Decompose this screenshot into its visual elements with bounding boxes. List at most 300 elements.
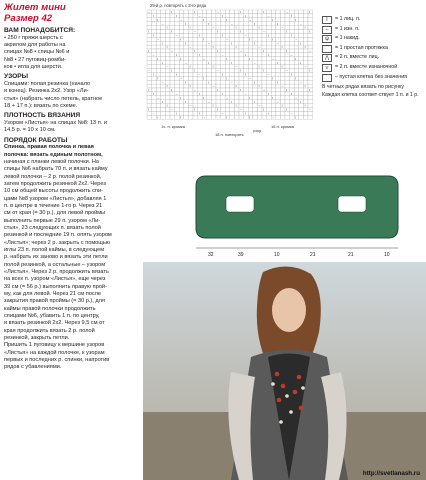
chart-cell — [188, 115, 193, 119]
chart-cell — [290, 104, 295, 108]
chart-cell — [188, 37, 193, 41]
chart-cell — [216, 61, 221, 65]
legend-text: = 1 лиц. п. — [335, 16, 361, 22]
chart-cell — [198, 45, 203, 49]
chart-cell — [221, 76, 226, 80]
chart-cell — [165, 10, 173, 15]
chart-symbol: – — [295, 37, 298, 42]
chart-cell — [193, 96, 198, 100]
chart-cell — [152, 95, 160, 100]
chart-cell — [221, 26, 226, 30]
chart-cell — [267, 56, 275, 61]
chart-cell — [202, 45, 207, 49]
chart-cell — [179, 30, 184, 34]
chart-symbol: – — [300, 21, 302, 26]
chart-symbol: I — [267, 33, 269, 38]
chart-symbol: I — [290, 33, 292, 38]
order-line: первых и последних р. спинки, напротив — [4, 357, 110, 364]
chart-cell — [211, 57, 216, 61]
right-armhole — [338, 196, 366, 212]
chart-cell — [267, 18, 272, 22]
chart-cell — [244, 76, 252, 81]
chart-cell — [303, 57, 308, 61]
chart-symbol: I — [258, 64, 260, 69]
chart-symbol: – — [258, 103, 261, 108]
chart-cell — [165, 96, 170, 100]
chart-cell — [207, 10, 212, 14]
chart-cell — [271, 104, 276, 108]
chart-cell — [280, 96, 285, 100]
chart-symbol: I — [300, 99, 301, 104]
chart-cell — [165, 111, 170, 115]
chart-cell — [303, 10, 311, 15]
chart-cell — [294, 30, 299, 34]
chart-cell — [308, 96, 313, 100]
chart-cell — [299, 33, 304, 37]
chart-symbol: – — [189, 45, 192, 50]
chart-cell — [280, 69, 285, 73]
chart-cell — [239, 22, 244, 26]
chart-cell — [276, 14, 281, 18]
chart-cell — [308, 80, 313, 84]
chart-symbol: I — [249, 95, 251, 100]
chart-symbol: I — [166, 84, 168, 89]
chart-cell — [271, 45, 276, 49]
chart-cell — [276, 88, 281, 92]
chart-cell — [161, 84, 166, 88]
chart-cell — [221, 115, 226, 119]
chart-cell — [271, 88, 276, 92]
chart-cell — [290, 95, 298, 100]
density-line: 14,5 р. = 10 х 10 см. — [4, 127, 56, 134]
chart-cell — [225, 45, 230, 49]
chart-cell — [188, 76, 193, 80]
chart-symbol: I — [171, 88, 173, 93]
chart-cell — [211, 10, 216, 14]
chart-cell — [225, 61, 230, 65]
chart-symbol: I — [281, 45, 283, 50]
chart-cell — [202, 49, 207, 53]
chart-cell — [244, 115, 249, 119]
chart-symbol: I — [189, 84, 191, 89]
order-line: спицы №6 набрать 70 п. и вязать кайму — [4, 166, 108, 173]
chart-cell — [303, 92, 308, 96]
chart-cell — [262, 111, 267, 115]
chart-cell — [290, 22, 295, 26]
chart-symbol: I — [185, 80, 186, 85]
chart-cell — [225, 10, 230, 14]
chart-cell — [221, 65, 226, 69]
chart-cell — [299, 10, 304, 14]
chart-symbol: – — [286, 10, 288, 15]
chart-symbol: I — [198, 92, 200, 96]
chart-cell — [202, 108, 207, 112]
chart-cell — [303, 96, 308, 100]
chart-cell — [276, 104, 281, 108]
chart-symbol: I — [157, 56, 159, 61]
chart-cell — [161, 53, 166, 57]
chart-cell — [257, 14, 262, 18]
chart-cell — [216, 22, 221, 26]
source-url: http://svetlanash.ru — [362, 470, 420, 477]
chart-cell — [239, 18, 244, 22]
chart-cell — [253, 72, 258, 76]
chart-cell — [202, 30, 207, 34]
chart-symbol: – — [263, 88, 265, 93]
chart-cell — [290, 84, 295, 88]
chart-symbol: – — [221, 111, 224, 116]
chart-cell — [230, 69, 235, 73]
chart-cell — [211, 69, 216, 73]
chart-cell — [179, 10, 184, 14]
legend-symbol: ⋀ — [322, 54, 332, 62]
order-line: спицами №6, убавить 1 п. по центру, — [4, 313, 100, 320]
patterns-line: 18 + 17 п.): вязать по схеме. — [4, 102, 78, 109]
chart-cell — [216, 115, 221, 119]
chart-cell — [308, 41, 313, 45]
chart-cell — [285, 33, 290, 37]
chart-cell — [267, 84, 272, 88]
legend-symbol: ⌒ — [322, 45, 332, 53]
legend-item — [322, 54, 424, 62]
chart-cell — [267, 115, 275, 120]
legend-item — [322, 26, 424, 34]
legend-text: = 1 простая протяжка — [335, 44, 388, 51]
chart-cell — [179, 49, 184, 53]
order-line: «Листья»; через 2 р. закрыть с помощью — [4, 239, 110, 246]
chart-cell — [225, 100, 230, 104]
chart-symbol: I — [244, 72, 246, 77]
chart-cell — [257, 33, 262, 37]
chart-cell — [257, 76, 262, 80]
order-line: «Листья». Через 2 р. продолжить вязать — [4, 269, 109, 275]
chart-cell — [285, 115, 290, 119]
chart-cell — [294, 80, 299, 84]
chart-cell — [161, 111, 166, 115]
chart-cell — [239, 111, 244, 115]
chart-cell — [198, 80, 203, 84]
chart-cell — [257, 57, 262, 61]
chart-cell — [193, 57, 198, 61]
chart-symbol: I — [171, 68, 173, 73]
order-line: 39 см (= 56 р.) выполнить правую прой- — [4, 283, 107, 290]
chart-cell — [211, 76, 216, 80]
chart-cell — [156, 41, 161, 45]
chart-cell — [221, 61, 226, 65]
chart-cell — [193, 115, 198, 119]
chart-cell — [207, 88, 212, 92]
chart-cell — [216, 76, 221, 80]
chart-cell — [285, 37, 290, 41]
chart-cell — [147, 57, 152, 61]
chart-cell — [234, 92, 239, 96]
chart-symbol: – — [231, 80, 233, 85]
chart-symbol: – — [244, 92, 247, 96]
chart-cell — [253, 92, 258, 96]
chart-symbol: I — [240, 29, 242, 34]
chart-cell — [216, 14, 221, 18]
legend-symbol: – — [322, 26, 332, 34]
materials-line: • 250 г пряжи шерсть с — [4, 34, 63, 41]
chart-symbol: I — [309, 29, 311, 34]
chart-symbol: – — [194, 88, 196, 93]
chart-cell — [175, 115, 180, 119]
order-line: стья», 23 следующих п. вязать полой — [4, 224, 101, 231]
chart-symbol: I — [221, 33, 223, 38]
chart-cell — [207, 53, 212, 57]
chart-cell — [165, 76, 170, 80]
chart-symbol: – — [157, 95, 160, 100]
chart-cell — [244, 17, 252, 22]
chart-symbol: – — [217, 10, 219, 15]
chart-cell — [234, 33, 239, 37]
chart-cell — [207, 72, 212, 76]
chart-header: 29-й р. повторять с 3-го ряда — [150, 3, 207, 8]
chart-cell — [299, 49, 304, 53]
legend-text: – пустая клетка без значения — [335, 73, 408, 80]
chart-cell — [276, 53, 281, 57]
chart-cell — [271, 84, 276, 88]
chart-cell — [244, 84, 249, 88]
chart-cell — [303, 68, 311, 73]
chart-cell — [188, 10, 196, 15]
chart-cell — [165, 92, 170, 96]
order-text — [4, 159, 142, 372]
chart-cell — [294, 65, 299, 69]
chart-symbol: – — [286, 68, 288, 73]
chart-symbol: I — [194, 107, 196, 112]
chart-cell — [202, 100, 207, 104]
chart-symbol: – — [152, 111, 155, 116]
chart-symbol: I — [152, 72, 154, 77]
chart-cell — [230, 14, 235, 18]
chart-label-middle: 18 п. повторять — [215, 132, 244, 137]
order-line: «Листья» на каждой полочке, к узорам — [4, 349, 105, 356]
order-line: края продолжить вязать 2 р. полой — [4, 327, 95, 334]
chart-symbol: I — [189, 64, 191, 69]
chart-cell — [170, 111, 175, 115]
chart-cell — [280, 92, 285, 96]
chart-cell — [152, 61, 157, 65]
chart-cell — [271, 30, 276, 34]
chart-symbol: I — [304, 103, 306, 108]
chart-cell — [179, 84, 184, 88]
order-line: 10 см общей высоты продолжить спи- — [4, 188, 103, 195]
order-line: му, как для левой. Через 21 см после — [4, 291, 102, 298]
chart-cell — [156, 30, 161, 34]
chart-symbol: I — [194, 10, 196, 15]
chart-cell — [271, 108, 276, 112]
chart-cell — [230, 65, 235, 69]
chart-cell — [271, 49, 276, 53]
chart-cell — [285, 100, 290, 104]
chart-cell — [262, 100, 267, 104]
chart-cell — [230, 92, 235, 96]
chart-symbol: I — [162, 99, 163, 104]
chart-cell — [207, 111, 212, 115]
chart-cell — [299, 65, 304, 69]
chart-symbol: – — [240, 107, 242, 112]
chart-symbol: – — [226, 37, 229, 42]
legend-note-line: В четных рядах вязать по рисунку — [322, 83, 404, 90]
chart-cell — [184, 33, 189, 37]
chart-cell — [262, 80, 267, 84]
chart-symbol: – — [300, 80, 302, 85]
chart-cell — [179, 104, 184, 108]
chart-cell — [188, 72, 193, 76]
chart-cell — [285, 14, 290, 18]
chart-cell — [248, 26, 253, 30]
chart-cell — [239, 53, 244, 57]
chart-cell — [285, 92, 290, 96]
chart-symbol: I — [203, 95, 205, 100]
chart-cell — [230, 111, 235, 115]
chart-cell — [193, 76, 198, 80]
chart-cell — [221, 80, 226, 84]
chart-cell — [257, 88, 262, 92]
legend-item — [322, 64, 424, 72]
chart-cell — [280, 111, 285, 115]
chart-cell — [193, 72, 198, 76]
chart-cell — [221, 22, 226, 26]
chart-cell — [239, 14, 244, 18]
chart-cell — [294, 100, 299, 104]
chart-symbol: I — [166, 103, 168, 108]
chart-symbol: – — [157, 37, 160, 42]
chart-cell — [308, 14, 313, 18]
chart-cell — [179, 108, 184, 112]
chart-cell — [179, 88, 184, 92]
chart-cell — [147, 80, 152, 84]
chart-cell — [234, 111, 239, 115]
chart-symbol: I — [148, 29, 150, 34]
schematic-dimension: 10 — [274, 252, 280, 258]
chart-cell — [170, 72, 175, 76]
chart-cell — [244, 61, 249, 65]
chart-cell — [253, 104, 258, 108]
chart-symbol: – — [249, 76, 252, 81]
chart-cell — [147, 96, 152, 100]
chart-cell — [188, 57, 193, 61]
chart-cell — [303, 37, 308, 41]
chart-symbol: I — [208, 60, 209, 65]
chart-symbol: – — [272, 115, 275, 120]
chart-cell — [308, 61, 313, 65]
chart-symbol: – — [180, 17, 183, 22]
chart-cell — [175, 26, 180, 30]
chart-cell — [225, 65, 230, 69]
pattern-size: Размер 42 — [4, 12, 53, 24]
chart-symbol: I — [286, 107, 288, 112]
chart-symbol: I — [244, 53, 246, 57]
chart-cell — [253, 30, 258, 34]
chart-cell — [257, 92, 262, 96]
chart-symbol: I — [272, 37, 274, 42]
chart-cell — [262, 76, 267, 80]
chart-cell — [290, 76, 295, 80]
chart-cell — [193, 92, 198, 96]
chart-symbol: – — [254, 60, 256, 65]
chart-cell — [184, 88, 189, 92]
chart-cell — [280, 115, 285, 119]
chart-cell — [299, 84, 304, 88]
chart-cell — [308, 33, 313, 37]
chart-cell — [280, 72, 285, 76]
chart-cell — [285, 72, 290, 76]
chart-cell — [267, 104, 272, 108]
chart-cell — [161, 69, 166, 73]
chart-symbol: – — [212, 25, 215, 30]
chart-cell — [303, 76, 308, 80]
chart-symbol: I — [263, 68, 265, 73]
chart-cell — [221, 37, 229, 42]
chart-cell — [308, 76, 313, 80]
chart-cell — [225, 26, 230, 30]
chart-symbol: I — [235, 45, 237, 50]
chart-cell — [299, 115, 304, 119]
chart-cell — [161, 49, 166, 53]
chart-symbol: I — [166, 45, 168, 50]
chart-symbol: I — [254, 99, 255, 104]
chart-cell — [230, 115, 235, 119]
vest-schematic — [188, 166, 408, 261]
chart-symbol: I — [221, 14, 223, 18]
chart-cell — [211, 53, 216, 57]
order-line: иглы 23 п. полой каймы, в следующем — [4, 246, 105, 253]
chart-symbol: I — [217, 49, 219, 54]
chart-cell — [207, 30, 212, 34]
schematic-dimension: 21 — [310, 252, 316, 258]
chart-symbol: I — [254, 21, 255, 26]
chart-cell — [211, 37, 216, 41]
chart-cell — [202, 22, 207, 26]
chart-cell — [248, 49, 253, 53]
chart-symbol: I — [166, 25, 168, 30]
chart-cell — [276, 49, 281, 53]
legend-symbol — [322, 74, 332, 82]
chart-symbol: I — [244, 14, 246, 18]
chart-cell — [257, 18, 262, 22]
density-text — [4, 120, 142, 135]
chart-cell — [271, 41, 276, 45]
chart-cell — [299, 30, 304, 34]
chart-cell — [156, 26, 161, 30]
chart-cell — [248, 41, 253, 45]
chart-cell — [267, 61, 272, 65]
chart-symbol: I — [226, 56, 228, 61]
chart-symbol: – — [281, 84, 284, 89]
chart-cell — [225, 88, 230, 92]
chart-cell — [152, 65, 157, 69]
chart-cell — [271, 26, 276, 30]
order-line: цами №8 узором «Листья», добавляя 1 — [4, 195, 107, 202]
chart-cell — [184, 115, 189, 119]
chart-cell — [152, 18, 157, 22]
chart-cell — [161, 33, 166, 37]
chart-cell — [225, 41, 230, 45]
chart-symbol: I — [300, 41, 301, 46]
chart-symbol: I — [198, 33, 200, 38]
chart-cell — [198, 61, 203, 65]
chart-cell — [244, 80, 249, 84]
model-photo — [143, 262, 426, 480]
chart-cell — [308, 57, 313, 61]
chart-symbol: I — [226, 17, 228, 22]
chart-symbol: I — [189, 25, 191, 30]
chart-cell — [262, 115, 267, 119]
chart-symbol: – — [198, 14, 201, 18]
chart-cell — [253, 84, 258, 88]
